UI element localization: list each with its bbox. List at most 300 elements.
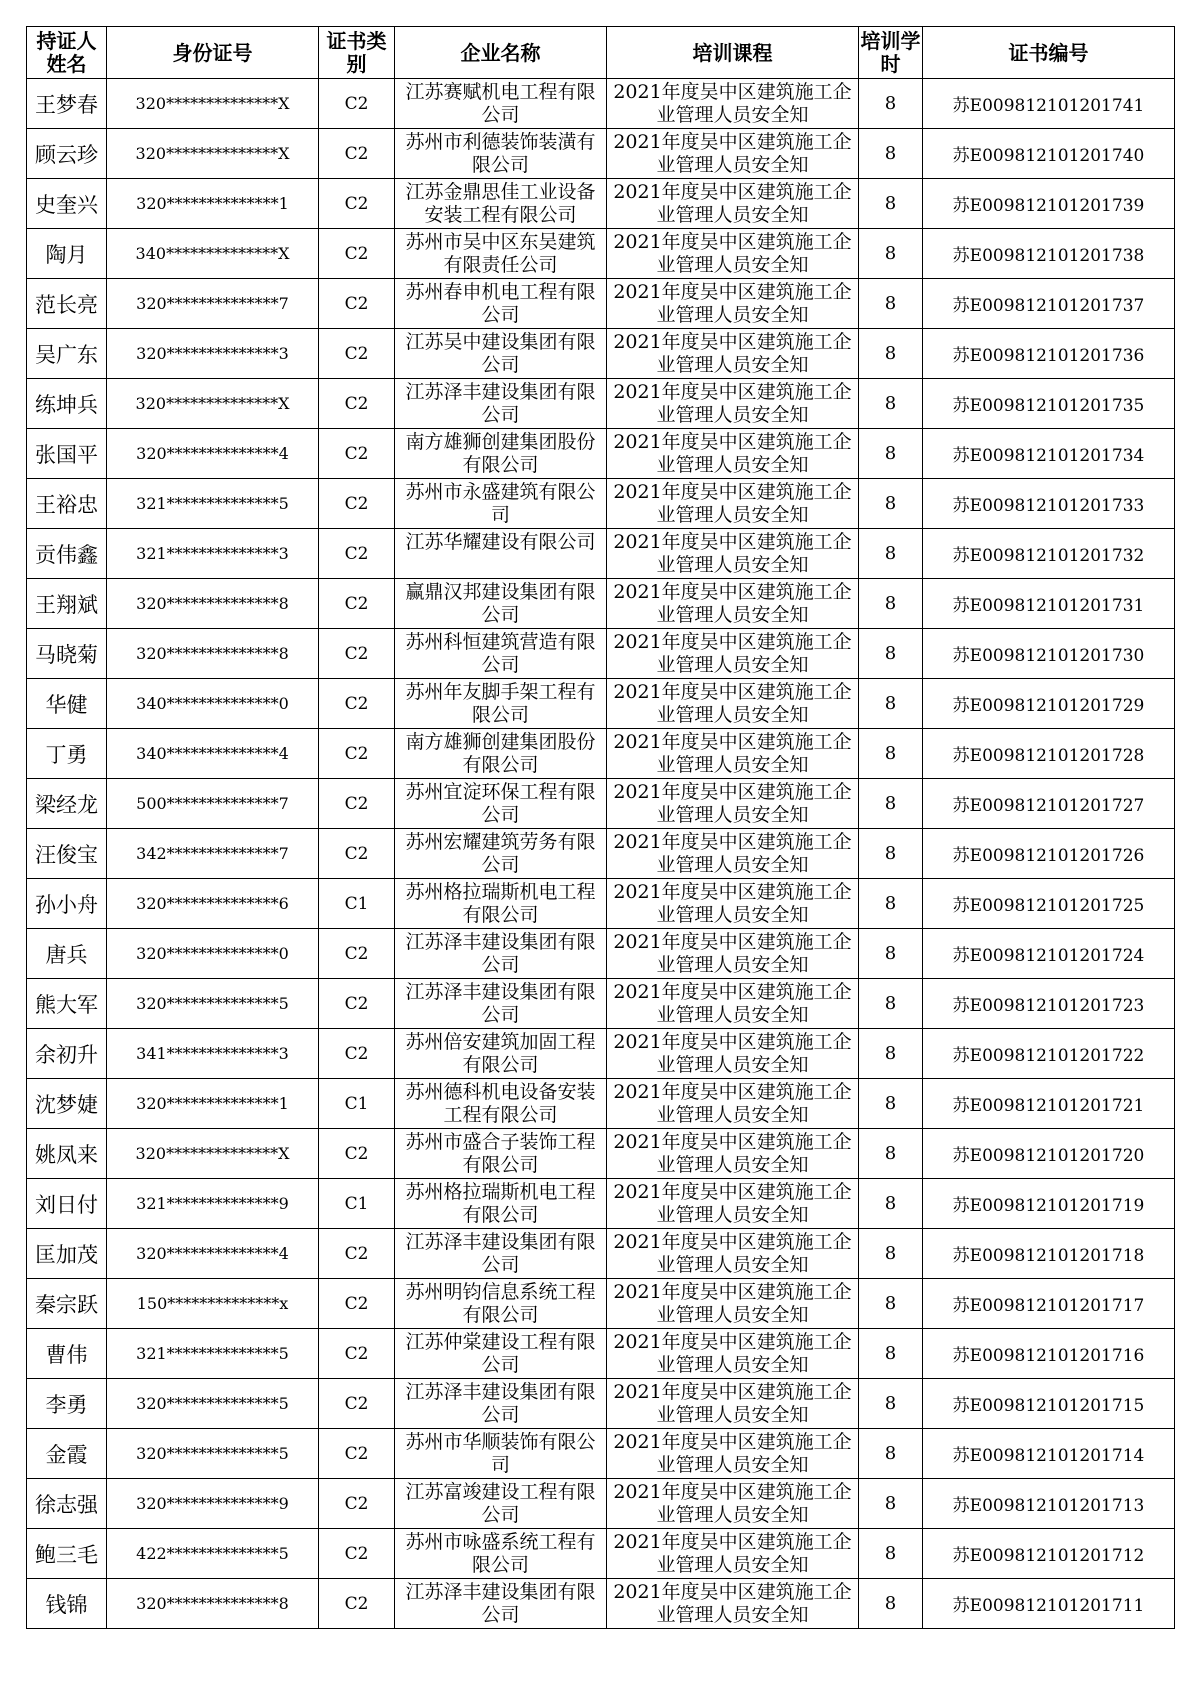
company-cell-text: 江苏富竣建设工程有限公司 xyxy=(405,1481,596,1526)
company-cell xyxy=(395,329,607,379)
course-cell xyxy=(607,1279,859,1329)
header-holder-name: 持证人姓名 xyxy=(27,27,107,79)
table-row xyxy=(27,1029,1175,1079)
table-row xyxy=(27,179,1175,229)
table-header xyxy=(27,27,1175,79)
course-cell-text: 2021年度吴中区建筑施工企业管理人员安全知 xyxy=(613,1031,852,1076)
course-cell xyxy=(607,1329,859,1379)
cert-category-cell: C2 xyxy=(319,79,395,129)
company-cell-text: 江苏泽丰建设集团有限公司 xyxy=(405,1231,596,1276)
holder-name-cell: 钱锦 xyxy=(27,1579,107,1629)
company-cell xyxy=(395,779,607,829)
holder-name-cell: 华健 xyxy=(27,679,107,729)
course-cell-text: 2021年度吴中区建筑施工企业管理人员安全知 xyxy=(613,1431,852,1476)
hours-cell: 8 xyxy=(859,1279,923,1329)
course-cell-text: 2021年度吴中区建筑施工企业管理人员安全知 xyxy=(613,281,852,326)
course-cell-text: 2021年度吴中区建筑施工企业管理人员安全知 xyxy=(613,131,852,176)
id-number-cell: 321**************5 xyxy=(107,479,319,529)
company-cell-text: 苏州倍安建筑加固工程有限公司 xyxy=(405,1031,596,1076)
course-cell-text: 2021年度吴中区建筑施工企业管理人员安全知 xyxy=(613,1181,852,1226)
company-cell xyxy=(395,1079,607,1129)
id-number-cell: 320**************X xyxy=(107,379,319,429)
id-number-cell: 320**************1 xyxy=(107,1079,319,1129)
holder-name-cell: 余初升 xyxy=(27,1029,107,1079)
holder-name-cell: 贡伟鑫 xyxy=(27,529,107,579)
hours-cell: 8 xyxy=(859,779,923,829)
holder-name-cell: 张国平 xyxy=(27,429,107,479)
company-cell xyxy=(395,229,607,279)
id-number-cell: 320**************3 xyxy=(107,329,319,379)
company-cell-text: 江苏泽丰建设集团有限公司 xyxy=(405,931,596,976)
company-cell-text: 苏州科恒建筑营造有限公司 xyxy=(405,631,596,676)
holder-name-cell: 熊大军 xyxy=(27,979,107,1029)
company-cell-text: 江苏吴中建设集团有限公司 xyxy=(405,331,596,376)
course-cell xyxy=(607,679,859,729)
id-number-cell: 320**************5 xyxy=(107,1429,319,1479)
id-number-cell: 340**************0 xyxy=(107,679,319,729)
cert-category-cell: C2 xyxy=(319,479,395,529)
table-row xyxy=(27,529,1175,579)
company-cell-text: 苏州市华顺装饰有限公司 xyxy=(405,1431,596,1476)
cert-number-cell: 苏E009812101201717 xyxy=(923,1279,1175,1329)
cert-number-cell: 苏E009812101201719 xyxy=(923,1179,1175,1229)
cert-category-cell: C1 xyxy=(319,1179,395,1229)
cert-category-cell: C2 xyxy=(319,1529,395,1579)
id-number-cell: 320**************6 xyxy=(107,879,319,929)
cert-number-cell: 苏E009812101201740 xyxy=(923,129,1175,179)
holder-name-cell: 秦宗跃 xyxy=(27,1279,107,1329)
id-number-cell: 321**************3 xyxy=(107,529,319,579)
company-cell-text: 江苏泽丰建设集团有限公司 xyxy=(405,381,596,426)
course-cell-text: 2021年度吴中区建筑施工企业管理人员安全知 xyxy=(613,231,852,276)
id-number-cell: 340**************4 xyxy=(107,729,319,779)
cert-category-cell: C2 xyxy=(319,929,395,979)
company-cell-text: 苏州市盛合子装饰工程有限公司 xyxy=(405,1131,596,1176)
company-cell-text: 赢鼎汉邦建设集团有限公司 xyxy=(405,581,596,626)
cert-category-cell: C2 xyxy=(319,1479,395,1529)
course-cell-text: 2021年度吴中区建筑施工企业管理人员安全知 xyxy=(613,1381,852,1426)
company-cell xyxy=(395,1279,607,1329)
course-cell xyxy=(607,279,859,329)
company-cell-text: 南方雄狮创建集团股份有限公司 xyxy=(405,431,596,476)
table-row xyxy=(27,1479,1175,1529)
id-number-cell: 320**************5 xyxy=(107,979,319,1029)
course-cell xyxy=(607,129,859,179)
table-row xyxy=(27,1229,1175,1279)
company-cell xyxy=(395,529,607,579)
id-number-cell: 321**************9 xyxy=(107,1179,319,1229)
course-cell-text: 2021年度吴中区建筑施工企业管理人员安全知 xyxy=(613,731,852,776)
course-cell xyxy=(607,1229,859,1279)
holder-name-cell: 顾云珍 xyxy=(27,129,107,179)
company-cell xyxy=(395,1529,607,1579)
holder-name-cell: 王裕忠 xyxy=(27,479,107,529)
cert-category-cell: C2 xyxy=(319,329,395,379)
cert-category-cell: C2 xyxy=(319,629,395,679)
company-cell-text: 江苏泽丰建设集团有限公司 xyxy=(405,1581,596,1626)
holder-name-cell: 李勇 xyxy=(27,1379,107,1429)
table-row xyxy=(27,1129,1175,1179)
cert-category-cell: C2 xyxy=(319,1229,395,1279)
cert-category-cell: C2 xyxy=(319,1279,395,1329)
cert-number-cell: 苏E009812101201722 xyxy=(923,1029,1175,1079)
company-cell-text: 苏州德科机电设备安装工程有限公司 xyxy=(405,1081,596,1126)
hours-cell: 8 xyxy=(859,379,923,429)
holder-name-cell: 史奎兴 xyxy=(27,179,107,229)
course-cell xyxy=(607,479,859,529)
table-body xyxy=(27,79,1175,1629)
course-cell-text: 2021年度吴中区建筑施工企业管理人员安全知 xyxy=(613,1581,852,1626)
hours-cell: 8 xyxy=(859,529,923,579)
hours-cell: 8 xyxy=(859,579,923,629)
course-cell xyxy=(607,579,859,629)
holder-name-cell: 练坤兵 xyxy=(27,379,107,429)
holder-name-cell: 马晓菊 xyxy=(27,629,107,679)
company-cell xyxy=(395,79,607,129)
cert-number-cell: 苏E009812101201735 xyxy=(923,379,1175,429)
course-cell-text: 2021年度吴中区建筑施工企业管理人员安全知 xyxy=(613,381,852,426)
header-company: 企业名称 xyxy=(395,27,607,79)
company-cell-text: 苏州市咏盛系统工程有限公司 xyxy=(405,1531,596,1576)
hours-cell: 8 xyxy=(859,329,923,379)
company-cell-text: 江苏金鼎思佳工业设备安装工程有限公司 xyxy=(405,181,596,226)
table-row xyxy=(27,879,1175,929)
course-cell-text: 2021年度吴中区建筑施工企业管理人员安全知 xyxy=(613,81,852,126)
company-cell xyxy=(395,129,607,179)
cert-number-cell: 苏E009812101201729 xyxy=(923,679,1175,729)
cert-number-cell: 苏E009812101201720 xyxy=(923,1129,1175,1179)
course-cell-text: 2021年度吴中区建筑施工企业管理人员安全知 xyxy=(613,581,852,626)
id-number-cell: 342**************7 xyxy=(107,829,319,879)
hours-cell: 8 xyxy=(859,1179,923,1229)
hours-cell: 8 xyxy=(859,1229,923,1279)
company-cell-text: 苏州市吴中区东吴建筑有限责任公司 xyxy=(405,231,596,276)
course-cell xyxy=(607,1529,859,1579)
id-number-cell: 320**************1 xyxy=(107,179,319,229)
holder-name-cell: 梁经龙 xyxy=(27,779,107,829)
cert-number-cell: 苏E009812101201724 xyxy=(923,929,1175,979)
table-row xyxy=(27,1429,1175,1479)
holder-name-cell: 丁勇 xyxy=(27,729,107,779)
table-row xyxy=(27,329,1175,379)
course-cell-text: 2021年度吴中区建筑施工企业管理人员安全知 xyxy=(613,781,852,826)
cert-number-cell: 苏E009812101201739 xyxy=(923,179,1175,229)
cert-number-cell: 苏E009812101201726 xyxy=(923,829,1175,879)
table-row xyxy=(27,479,1175,529)
certificate-table xyxy=(26,26,1175,1629)
company-cell xyxy=(395,1479,607,1529)
table-row xyxy=(27,779,1175,829)
company-cell-text: 江苏泽丰建设集团有限公司 xyxy=(405,981,596,1026)
table-row xyxy=(27,279,1175,329)
cert-category-cell: C2 xyxy=(319,529,395,579)
cert-category-cell: C2 xyxy=(319,829,395,879)
course-cell-text: 2021年度吴中区建筑施工企业管理人员安全知 xyxy=(613,1281,852,1326)
company-cell xyxy=(395,279,607,329)
header-cert-number: 证书编号 xyxy=(923,27,1175,79)
cert-category-cell: C2 xyxy=(319,779,395,829)
hours-cell: 8 xyxy=(859,1029,923,1079)
cert-number-cell: 苏E009812101201716 xyxy=(923,1329,1175,1379)
course-cell xyxy=(607,1379,859,1429)
id-number-cell: 340**************X xyxy=(107,229,319,279)
holder-name-cell: 汪俊宝 xyxy=(27,829,107,879)
hours-cell: 8 xyxy=(859,729,923,779)
company-cell xyxy=(395,829,607,879)
course-cell xyxy=(607,779,859,829)
cert-category-cell: C2 xyxy=(319,979,395,1029)
id-number-cell: 320**************7 xyxy=(107,279,319,329)
table-row xyxy=(27,1379,1175,1429)
cert-number-cell: 苏E009812101201737 xyxy=(923,279,1175,329)
table-row xyxy=(27,1179,1175,1229)
company-cell xyxy=(395,629,607,679)
hours-cell: 8 xyxy=(859,179,923,229)
cert-category-cell: C1 xyxy=(319,879,395,929)
course-cell-text: 2021年度吴中区建筑施工企业管理人员安全知 xyxy=(613,881,852,926)
hours-cell: 8 xyxy=(859,1329,923,1379)
course-cell xyxy=(607,79,859,129)
cert-number-cell: 苏E009812101201736 xyxy=(923,329,1175,379)
id-number-cell: 320**************9 xyxy=(107,1479,319,1529)
table-row xyxy=(27,1529,1175,1579)
hours-cell: 8 xyxy=(859,479,923,529)
company-cell xyxy=(395,1579,607,1629)
course-cell xyxy=(607,229,859,279)
cert-number-cell: 苏E009812101201723 xyxy=(923,979,1175,1029)
course-cell-text: 2021年度吴中区建筑施工企业管理人员安全知 xyxy=(613,1331,852,1376)
table-row xyxy=(27,829,1175,879)
hours-cell: 8 xyxy=(859,1079,923,1129)
hours-cell: 8 xyxy=(859,1529,923,1579)
cert-number-cell: 苏E009812101201731 xyxy=(923,579,1175,629)
course-cell xyxy=(607,379,859,429)
company-cell xyxy=(395,979,607,1029)
cert-number-cell: 苏E009812101201725 xyxy=(923,879,1175,929)
holder-name-cell: 吴广东 xyxy=(27,329,107,379)
course-cell-text: 2021年度吴中区建筑施工企业管理人员安全知 xyxy=(613,631,852,676)
cert-category-cell: C2 xyxy=(319,579,395,629)
holder-name-cell: 曹伟 xyxy=(27,1329,107,1379)
table-row xyxy=(27,1579,1175,1629)
cert-number-cell: 苏E009812101201728 xyxy=(923,729,1175,779)
header-cert-category: 证书类别 xyxy=(319,27,395,79)
header-id-number: 身份证号 xyxy=(107,27,319,79)
cert-number-cell: 苏E009812101201711 xyxy=(923,1579,1175,1629)
id-number-cell: 321**************5 xyxy=(107,1329,319,1379)
company-cell-text: 江苏仲棠建设工程有限公司 xyxy=(405,1331,596,1376)
holder-name-cell: 匡加茂 xyxy=(27,1229,107,1279)
holder-name-cell: 徐志强 xyxy=(27,1479,107,1529)
course-cell xyxy=(607,829,859,879)
company-cell-text: 苏州宜淀环保工程有限公司 xyxy=(405,781,596,826)
holder-name-cell: 王梦春 xyxy=(27,79,107,129)
cert-number-cell: 苏E009812101201733 xyxy=(923,479,1175,529)
course-cell xyxy=(607,929,859,979)
holder-name-cell: 鲍三毛 xyxy=(27,1529,107,1579)
cert-category-cell: C2 xyxy=(319,379,395,429)
course-cell xyxy=(607,329,859,379)
cert-number-cell: 苏E009812101201718 xyxy=(923,1229,1175,1279)
company-cell xyxy=(395,929,607,979)
company-cell xyxy=(395,1429,607,1479)
cert-category-cell: C2 xyxy=(319,1379,395,1429)
cert-category-cell: C2 xyxy=(319,1029,395,1079)
course-cell-text: 2021年度吴中区建筑施工企业管理人员安全知 xyxy=(613,1131,852,1176)
company-cell xyxy=(395,1379,607,1429)
hours-cell: 8 xyxy=(859,1579,923,1629)
course-cell-text: 2021年度吴中区建筑施工企业管理人员安全知 xyxy=(613,831,852,876)
table-row xyxy=(27,429,1175,479)
company-cell xyxy=(395,1129,607,1179)
course-cell xyxy=(607,1129,859,1179)
course-cell xyxy=(607,1479,859,1529)
course-cell-text: 2021年度吴中区建筑施工企业管理人员安全知 xyxy=(613,331,852,376)
company-cell-text: 苏州市利德装饰装潢有限公司 xyxy=(405,131,596,176)
course-cell-text: 2021年度吴中区建筑施工企业管理人员安全知 xyxy=(613,931,852,976)
cert-number-cell: 苏E009812101201727 xyxy=(923,779,1175,829)
company-cell-text: 苏州宏耀建筑劳务有限公司 xyxy=(405,831,596,876)
company-cell-text: 南方雄狮创建集团股份有限公司 xyxy=(405,731,596,776)
header-course: 培训课程 xyxy=(607,27,859,79)
cert-category-cell: C2 xyxy=(319,679,395,729)
company-cell xyxy=(395,1179,607,1229)
cert-category-cell: C2 xyxy=(319,179,395,229)
holder-name-cell: 陶月 xyxy=(27,229,107,279)
course-cell xyxy=(607,179,859,229)
hours-cell: 8 xyxy=(859,979,923,1029)
table-row xyxy=(27,679,1175,729)
hours-cell: 8 xyxy=(859,879,923,929)
table-row xyxy=(27,1279,1175,1329)
cert-number-cell: 苏E009812101201730 xyxy=(923,629,1175,679)
company-cell-text: 江苏华耀建设有限公司 xyxy=(405,531,596,553)
course-cell-text: 2021年度吴中区建筑施工企业管理人员安全知 xyxy=(613,1231,852,1276)
company-cell xyxy=(395,379,607,429)
cert-category-cell: C2 xyxy=(319,729,395,779)
cert-category-cell: C2 xyxy=(319,129,395,179)
table-row xyxy=(27,729,1175,779)
cert-number-cell: 苏E009812101201715 xyxy=(923,1379,1175,1429)
id-number-cell: 320**************8 xyxy=(107,579,319,629)
course-cell xyxy=(607,529,859,579)
cert-number-cell: 苏E009812101201713 xyxy=(923,1479,1175,1529)
holder-name-cell: 王翔斌 xyxy=(27,579,107,629)
company-cell-text: 苏州格拉瑞斯机电工程有限公司 xyxy=(405,881,596,926)
company-cell-text: 苏州格拉瑞斯机电工程有限公司 xyxy=(405,1181,596,1226)
course-cell xyxy=(607,1429,859,1479)
hours-cell: 8 xyxy=(859,279,923,329)
course-cell-text: 2021年度吴中区建筑施工企业管理人员安全知 xyxy=(613,531,852,576)
cert-category-cell: C2 xyxy=(319,1429,395,1479)
hours-cell: 8 xyxy=(859,79,923,129)
table-row xyxy=(27,129,1175,179)
cert-number-cell: 苏E009812101201712 xyxy=(923,1529,1175,1579)
cert-category-cell: C2 xyxy=(319,429,395,479)
id-number-cell: 320**************4 xyxy=(107,1229,319,1279)
course-cell-text: 2021年度吴中区建筑施工企业管理人员安全知 xyxy=(613,481,852,526)
table-row xyxy=(27,579,1175,629)
company-cell xyxy=(395,879,607,929)
table-row xyxy=(27,229,1175,279)
id-number-cell: 320**************5 xyxy=(107,1379,319,1429)
course-cell xyxy=(607,879,859,929)
hours-cell: 8 xyxy=(859,229,923,279)
company-cell-text: 江苏赛赋机电工程有限公司 xyxy=(405,81,596,126)
company-cell xyxy=(395,579,607,629)
table-row xyxy=(27,1329,1175,1379)
hours-cell: 8 xyxy=(859,679,923,729)
hours-cell: 8 xyxy=(859,1429,923,1479)
id-number-cell: 320**************X xyxy=(107,79,319,129)
company-cell-text: 苏州年友脚手架工程有限公司 xyxy=(405,681,596,726)
id-number-cell: 320**************4 xyxy=(107,429,319,479)
holder-name-cell: 姚凤来 xyxy=(27,1129,107,1179)
course-cell xyxy=(607,1079,859,1129)
cert-number-cell: 苏E009812101201721 xyxy=(923,1079,1175,1129)
course-cell xyxy=(607,1579,859,1629)
course-cell-text: 2021年度吴中区建筑施工企业管理人员安全知 xyxy=(613,981,852,1026)
hours-cell: 8 xyxy=(859,1479,923,1529)
id-number-cell: 320**************8 xyxy=(107,629,319,679)
cert-category-cell: C1 xyxy=(319,1079,395,1129)
cert-category-cell: C2 xyxy=(319,279,395,329)
holder-name-cell: 唐兵 xyxy=(27,929,107,979)
cert-number-cell: 苏E009812101201738 xyxy=(923,229,1175,279)
company-cell xyxy=(395,679,607,729)
cert-number-cell: 苏E009812101201714 xyxy=(923,1429,1175,1479)
course-cell-text: 2021年度吴中区建筑施工企业管理人员安全知 xyxy=(613,181,852,226)
table-row xyxy=(27,929,1175,979)
company-cell xyxy=(395,1329,607,1379)
cert-category-cell: C2 xyxy=(319,1329,395,1379)
id-number-cell: 150**************x xyxy=(107,1279,319,1329)
hours-cell: 8 xyxy=(859,929,923,979)
holder-name-cell: 孙小舟 xyxy=(27,879,107,929)
cert-category-cell: C2 xyxy=(319,229,395,279)
company-cell xyxy=(395,1029,607,1079)
table-row xyxy=(27,629,1175,679)
course-cell xyxy=(607,729,859,779)
course-cell-text: 2021年度吴中区建筑施工企业管理人员安全知 xyxy=(613,1531,852,1576)
id-number-cell: 320**************8 xyxy=(107,1579,319,1629)
cert-number-cell: 苏E009812101201732 xyxy=(923,529,1175,579)
hours-cell: 8 xyxy=(859,829,923,879)
header-row xyxy=(27,27,1175,79)
id-number-cell: 422**************5 xyxy=(107,1529,319,1579)
holder-name-cell: 金霞 xyxy=(27,1429,107,1479)
course-cell xyxy=(607,1179,859,1229)
table-row xyxy=(27,79,1175,129)
table-row xyxy=(27,379,1175,429)
hours-cell: 8 xyxy=(859,1379,923,1429)
hours-cell: 8 xyxy=(859,129,923,179)
holder-name-cell: 范长亮 xyxy=(27,279,107,329)
table-row xyxy=(27,1079,1175,1129)
course-cell-text: 2021年度吴中区建筑施工企业管理人员安全知 xyxy=(613,681,852,726)
id-number-cell: 500**************7 xyxy=(107,779,319,829)
id-number-cell: 341**************3 xyxy=(107,1029,319,1079)
company-cell-text: 苏州明钧信息系统工程有限公司 xyxy=(405,1281,596,1326)
course-cell xyxy=(607,429,859,479)
course-cell-text: 2021年度吴中区建筑施工企业管理人员安全知 xyxy=(613,431,852,476)
holder-name-cell: 沈梦婕 xyxy=(27,1079,107,1129)
company-cell xyxy=(395,479,607,529)
course-cell-text: 2021年度吴中区建筑施工企业管理人员安全知 xyxy=(613,1481,852,1526)
id-number-cell: 320**************X xyxy=(107,129,319,179)
company-cell xyxy=(395,429,607,479)
id-number-cell: 320**************0 xyxy=(107,929,319,979)
